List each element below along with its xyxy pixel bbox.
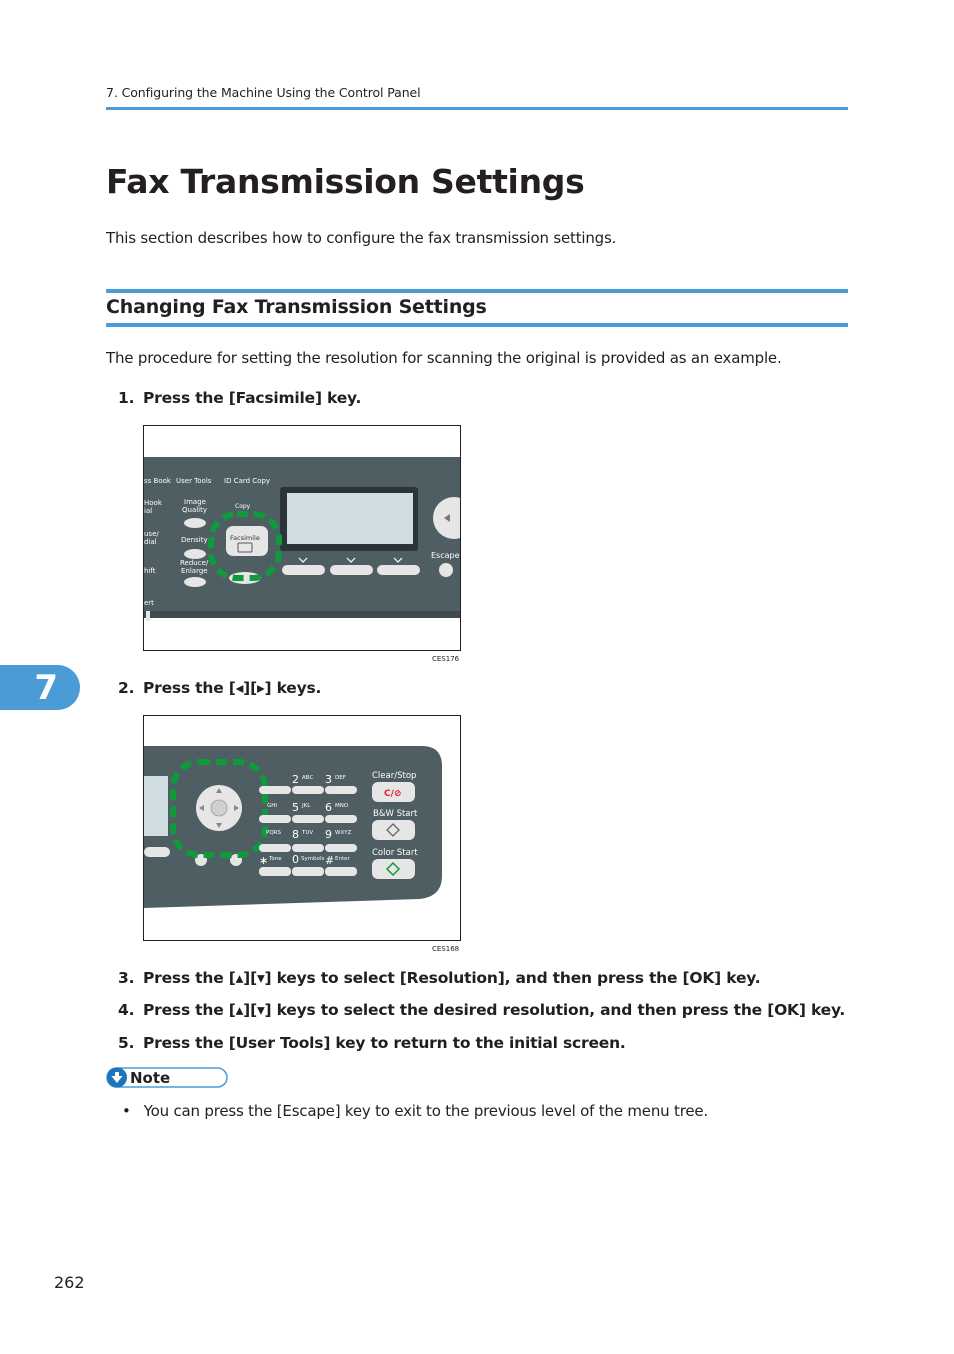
key-6: 6 bbox=[325, 801, 332, 814]
key-def: DEF bbox=[335, 775, 346, 781]
key-pqrs: PQRS bbox=[266, 830, 281, 836]
section-rule-top bbox=[106, 289, 848, 293]
step-number: 4. bbox=[118, 1001, 135, 1019]
soft-key-2 bbox=[330, 565, 373, 575]
key-hash: # bbox=[325, 854, 335, 867]
step-5 bbox=[118, 1034, 626, 1052]
step-number: 1. bbox=[118, 389, 135, 407]
step-2 bbox=[118, 679, 321, 697]
label-quality: Quality bbox=[182, 506, 208, 514]
figure-code-1: CES176 bbox=[432, 655, 460, 663]
step-number: 2. bbox=[118, 679, 135, 697]
note-badge bbox=[106, 1067, 228, 1088]
key-abc: ABC bbox=[302, 775, 314, 781]
section-title: Changing Fax Transmission Settings bbox=[106, 296, 487, 318]
intro-paragraph: This section describes how to configure the fax transmission settings. bbox=[106, 229, 617, 247]
key-jkl: JKL bbox=[302, 803, 311, 809]
key-wxyz: WXYZ bbox=[335, 830, 352, 836]
label-shift: hift bbox=[144, 567, 156, 575]
step-number: 5. bbox=[118, 1034, 135, 1052]
key-3: 3 bbox=[325, 773, 332, 786]
key-star: ∗ bbox=[259, 854, 269, 867]
soft-key-3 bbox=[377, 565, 420, 575]
label-reduce: Reduce/ bbox=[180, 559, 209, 567]
key-tone: Tone bbox=[269, 856, 282, 862]
key-ghi: GHI bbox=[267, 803, 278, 809]
clear-stop-glyph: C/⊘ bbox=[384, 789, 402, 799]
density-key bbox=[184, 549, 206, 559]
soft-key-1 bbox=[282, 565, 325, 575]
label-escape: Escape bbox=[431, 551, 460, 560]
header-rule bbox=[106, 107, 848, 110]
control-panel-figure-1 bbox=[143, 425, 461, 651]
key-mno: MNO bbox=[335, 803, 349, 809]
step-4 bbox=[118, 1001, 845, 1019]
label-user-tools: User Tools bbox=[176, 477, 212, 485]
label-dial: ial bbox=[144, 507, 153, 515]
bullet: • bbox=[122, 1102, 131, 1120]
escape-key bbox=[439, 563, 453, 577]
label-bw-start: B&W Start bbox=[373, 809, 418, 819]
key-8: 8 bbox=[292, 828, 299, 841]
key-enter: Enter bbox=[335, 856, 350, 862]
label-density: Density bbox=[181, 536, 208, 544]
lcd-screen bbox=[287, 493, 413, 544]
note-label: Note bbox=[130, 1069, 171, 1087]
step-text: Press the [User Tools] key to return to the initial screen. bbox=[143, 1034, 626, 1052]
section-intro: The procedure for setting the resolution for scanning the original is provided as an example. bbox=[106, 349, 782, 367]
note-text: You can press the [Escape] key to exit to the previous level of the menu tree. bbox=[143, 1102, 708, 1120]
chapter-tab: 7 bbox=[0, 665, 80, 710]
running-header: 7. Configuring the Machine Using the Control Panel bbox=[106, 85, 421, 100]
label-enlarge: Enlarge bbox=[181, 567, 208, 575]
label-facsimile: Facsimile bbox=[230, 534, 260, 542]
label-copy: Copy bbox=[235, 503, 251, 510]
label-image: Image bbox=[184, 498, 206, 506]
step-text: Press the [◂][▸] keys. bbox=[143, 679, 322, 697]
figure-code-2: CES168 bbox=[432, 945, 460, 953]
insert-key bbox=[146, 611, 150, 621]
note-item bbox=[122, 1102, 708, 1120]
key-9: 9 bbox=[325, 828, 332, 841]
lcd-screen-edge bbox=[144, 776, 168, 836]
key-tuv: TUV bbox=[302, 830, 314, 836]
control-panel-illustration bbox=[144, 426, 460, 650]
key-0: 0 bbox=[292, 853, 299, 866]
control-panel-figure-2 bbox=[143, 715, 461, 941]
step-3 bbox=[118, 969, 760, 987]
bw-start-key bbox=[372, 820, 415, 840]
key-2: 2 bbox=[292, 773, 299, 786]
key-symbols: Symbols bbox=[301, 856, 325, 862]
label-redial: dial bbox=[144, 538, 157, 546]
label-address-book: ss Book bbox=[144, 477, 171, 485]
section-rule-bottom bbox=[106, 323, 848, 327]
image-quality-key bbox=[184, 518, 206, 528]
label-id-card-copy: ID Card Copy bbox=[224, 477, 271, 485]
label-color-start: Color Start bbox=[372, 848, 418, 858]
color-start-key bbox=[372, 859, 415, 879]
label-on-hook: Hook bbox=[144, 499, 162, 507]
page-number: 262 bbox=[54, 1273, 85, 1292]
label-insert: ert bbox=[144, 599, 154, 607]
step-text: Press the [▴][▾] keys to select [Resolution], and then press the [OK] key. bbox=[143, 969, 761, 987]
reduce-enlarge-key bbox=[184, 577, 206, 587]
step-text: Press the [▴][▾] keys to select the desired resolution, and then press the [OK] key. bbox=[143, 1001, 846, 1019]
label-clear-stop: Clear/Stop bbox=[372, 771, 417, 781]
label-pause: use/ bbox=[144, 530, 159, 538]
page-title: Fax Transmission Settings bbox=[106, 162, 585, 201]
key-5: 5 bbox=[292, 801, 299, 814]
step-text: Press the [Facsimile] key. bbox=[143, 389, 362, 407]
step-1 bbox=[118, 389, 361, 407]
step-number: 3. bbox=[118, 969, 135, 987]
keypad-illustration bbox=[144, 716, 460, 940]
